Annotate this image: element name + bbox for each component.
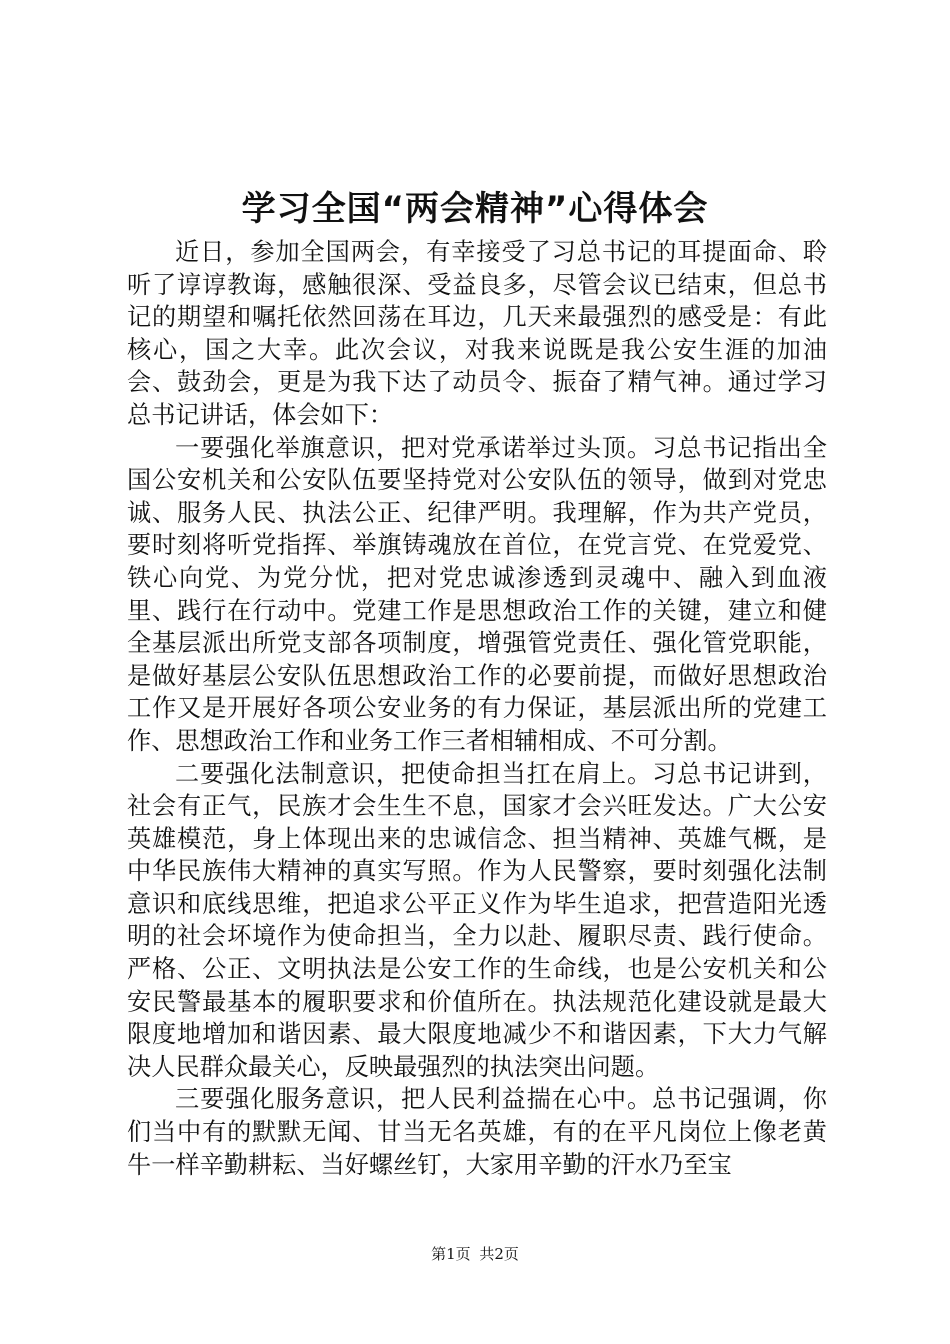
document-title: 学习全国“两会精神”心得体会 (241, 189, 709, 229)
paragraph-point-one: 一要强化举旗意识，把对党承诺举过头顶。习总书记指出全国公安机关和公安队伍要坚持党对公安队伍的领导，做到对党忠诚、服务人民、执法公正、纪律严明。我理解，作为共产党员，要时刻将听党指挥、举旗铸魂放在首位，在党言党、在党爱党、铁心向党、为党分忧，把对党忠诚渗透到灵魂中、融入到血液里、践行在行动中。党建工作是思想政治工作的关键，建立和健全基层派出所党支部各项制度，增强管党责任、强化管党职能，是做好基层公安队伍思想政治工作的必要前提，而做好思想政治工作又是开展好各项公安业务的有力保证，基层派出所的党建工作、思想政治工作和业务工作三者相辅相成、不可分割。 (127, 433, 827, 755)
paragraph-point-three: 三要强化服务意识，把人民利益揣在心中。总书记强调，你们当中有的默默无闻、甘当无名英雄，有的在平凡岗位上像老黄牛一样辛勤耕耘、当好螺丝钉，大家用辛勤的汗水乃至宝 (127, 1085, 827, 1179)
page-number: 第1页 (431, 1245, 471, 1263)
page-footer (0, 1244, 950, 1264)
page-total: 共2页 (479, 1245, 519, 1263)
paragraph-point-two: 二要强化法制意识，把使命担当扛在肩上。习总书记讲到，社会有正气，民族才会生生不息，国家才会兴旺发达。广大公安英雄模范，身上体现出来的忠诚信念、担当精神、英雄气概，是中华民族伟大精神的真实写照。作为人民警察，要时刻强化法制意识和底线思维，把追求公平正义作为毕生追求，把营造阳光透明的社会坏境作为使命担当，全力以赴、履职尽责、践行使命。严格、公正、文明执法是公安工作的生命线，也是公安机关和公安民警最基本的履职要求和价值所在。执法规范化建设就是最大限度地增加和谐因素、最大限度地减少不和谐因素，下大力气解决人民群众最关心，反映最强烈的执法突出问题。 (127, 759, 827, 1081)
document-body (127, 236, 827, 1181)
paragraph-intro: 近日，参加全国两会，有幸接受了习总书记的耳提面命、聆听了谆谆教诲，感触很深、受益良多，尽管会议已结束，但总书记的期望和嘱托依然回荡在耳边，几天来最强烈的感受是：有此核心，国之大幸。此次会议，对我来说既是我公安生涯的加油会、鼓劲会，更是为我下达了动员令、振奋了精气神。通过学习总书记讲话，体会如下： (127, 238, 827, 429)
